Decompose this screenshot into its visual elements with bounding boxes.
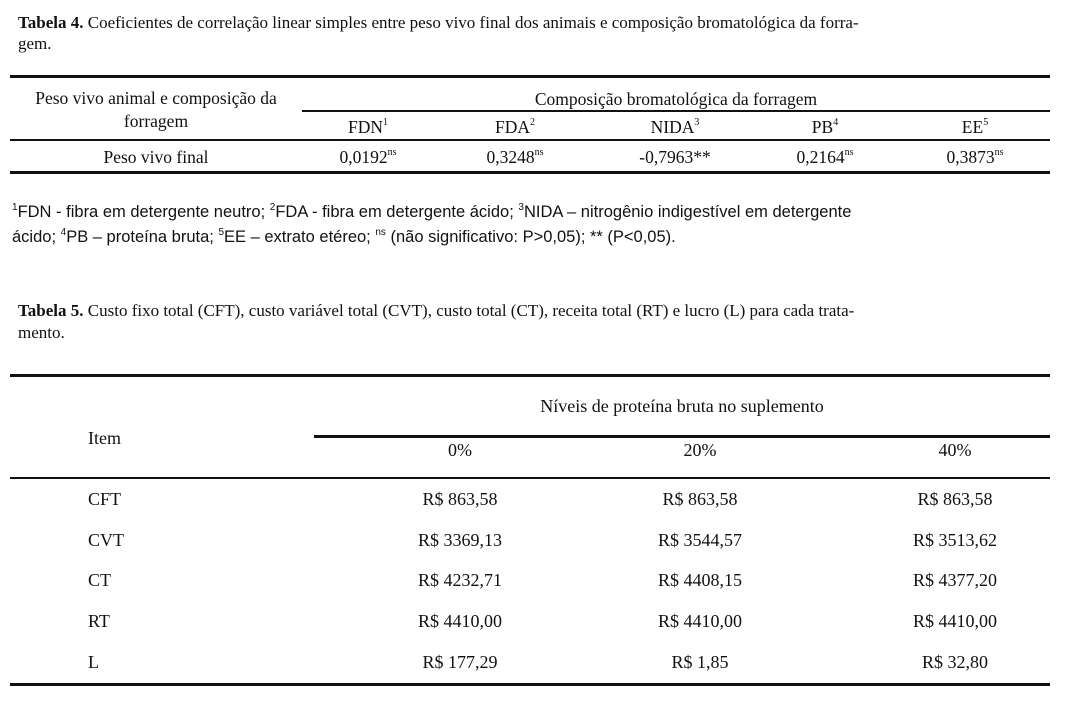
- table5-col-40: 40%: [938, 440, 972, 460]
- table5-cell: R$ 4232,71: [417, 570, 502, 590]
- table4-cell-nida: -0,7963**: [639, 147, 711, 167]
- table4-row-header-2: [10, 111, 302, 132]
- table4-col-fda: FDA$^2$: [494, 117, 535, 137]
- table5-row-item: CFT: [88, 489, 122, 509]
- table5-cell: R$ 4410,00: [912, 611, 997, 631]
- table5-cell: R$ 3544,57: [657, 530, 742, 550]
- table4-caption-label: Tabela 4.: [18, 13, 84, 32]
- table5-col-20: 20%: [683, 440, 717, 460]
- table4-col-fdn: FDN$^1$: [347, 117, 388, 137]
- table5-cell: R$ 863,58: [662, 489, 738, 509]
- table4-col-nida: NIDA$^3$: [650, 117, 700, 137]
- table5-group-rule: [314, 435, 1050, 438]
- table5-caption-line2: [18, 322, 1048, 343]
- table5-cell: R$ 4377,20: [912, 570, 997, 590]
- table4-header-rule: [10, 139, 1050, 141]
- table4-caption-text-cont: gem.: [18, 34, 52, 53]
- table5-row-item: CT: [88, 570, 112, 590]
- table5-cell: R$ 177,29: [422, 652, 498, 672]
- table5-cell: R$ 1,85: [671, 652, 729, 672]
- table4-caption: [18, 12, 1048, 33]
- table4-cell-fda: $0,3248^{ns}$: [486, 147, 544, 167]
- table5-cell: R$ 863,58: [422, 489, 498, 509]
- table4-row-header-line2: forragem: [123, 111, 189, 131]
- table5-row-item: CVT: [88, 530, 124, 550]
- table5-row-item: L: [88, 652, 99, 672]
- table5-row-item: RT: [88, 611, 110, 631]
- table4-row-header-line1: Peso vivo animal e composição da: [35, 88, 277, 108]
- table4-footnote-line2: ácido; $^4$PB – proteína bruta; $^5$EE – extrato etéreo; $^{ns}$ (não significativo: P>0,05); ** (P<0,05).: [12, 226, 676, 246]
- table5-caption: [18, 300, 1048, 321]
- table4-cell-ee: $0,3873^{ns}$: [946, 147, 1004, 167]
- table5-cell: R$ 3513,62: [912, 530, 997, 550]
- table4-cell-fdn: $0,0192^{ns}$: [339, 147, 397, 167]
- table5-cell: R$ 4410,00: [657, 611, 742, 631]
- table5-cell: R$ 32,80: [921, 652, 988, 672]
- table4-group-rule: [302, 110, 1050, 112]
- table4-caption-text: Coeficientes de correlação linear simples entre peso vivo final dos animais e composição bromatológica da forra-: [83, 13, 859, 32]
- table4-col-ee: $EE^5$: [961, 117, 989, 137]
- table4-top-rule: [10, 75, 1050, 78]
- table4-row-label: Peso vivo final: [103, 147, 209, 167]
- table5-cell: R$ 3369,13: [417, 530, 502, 550]
- table4-cell-pb: $0,2164^{ns}$: [796, 147, 854, 167]
- table5-top-rule: [10, 374, 1050, 377]
- table5-cell: R$ 4408,15: [657, 570, 742, 590]
- table5-group-header: Níveis de proteína bruta no suplemento: [540, 396, 824, 416]
- table5-caption-text-cont: mento.: [18, 323, 65, 342]
- table5-bottom-rule: [10, 683, 1050, 686]
- table4-row-header: [10, 88, 302, 109]
- table4-group-header: Composição bromatológica da forragem: [534, 89, 818, 109]
- table5-col-0: 0%: [448, 440, 472, 460]
- table4-footnote-line1: $^1$FDN - fibra em detergente neutro; $^2$FDA - fibra em detergente ácido; $^3$NIDA – nitrogênio indigestível em detergente: [12, 201, 852, 221]
- table5-item-header: Item: [88, 428, 121, 448]
- table5-header-rule: [10, 477, 1050, 479]
- table4-bottom-rule: [10, 171, 1050, 174]
- table5-caption-text: Custo fixo total (CFT), custo variável total (CVT), custo total (CT), receita total (RT) e lucro (L) para cada trata-: [83, 301, 855, 320]
- table4-caption-line2: [18, 33, 1048, 54]
- table5-cell: R$ 4410,00: [417, 611, 502, 631]
- table5-caption-label: Tabela 5.: [18, 301, 84, 320]
- table4-col-pb: $PB^4$: [811, 117, 839, 137]
- table5-cell: R$ 863,58: [917, 489, 993, 509]
